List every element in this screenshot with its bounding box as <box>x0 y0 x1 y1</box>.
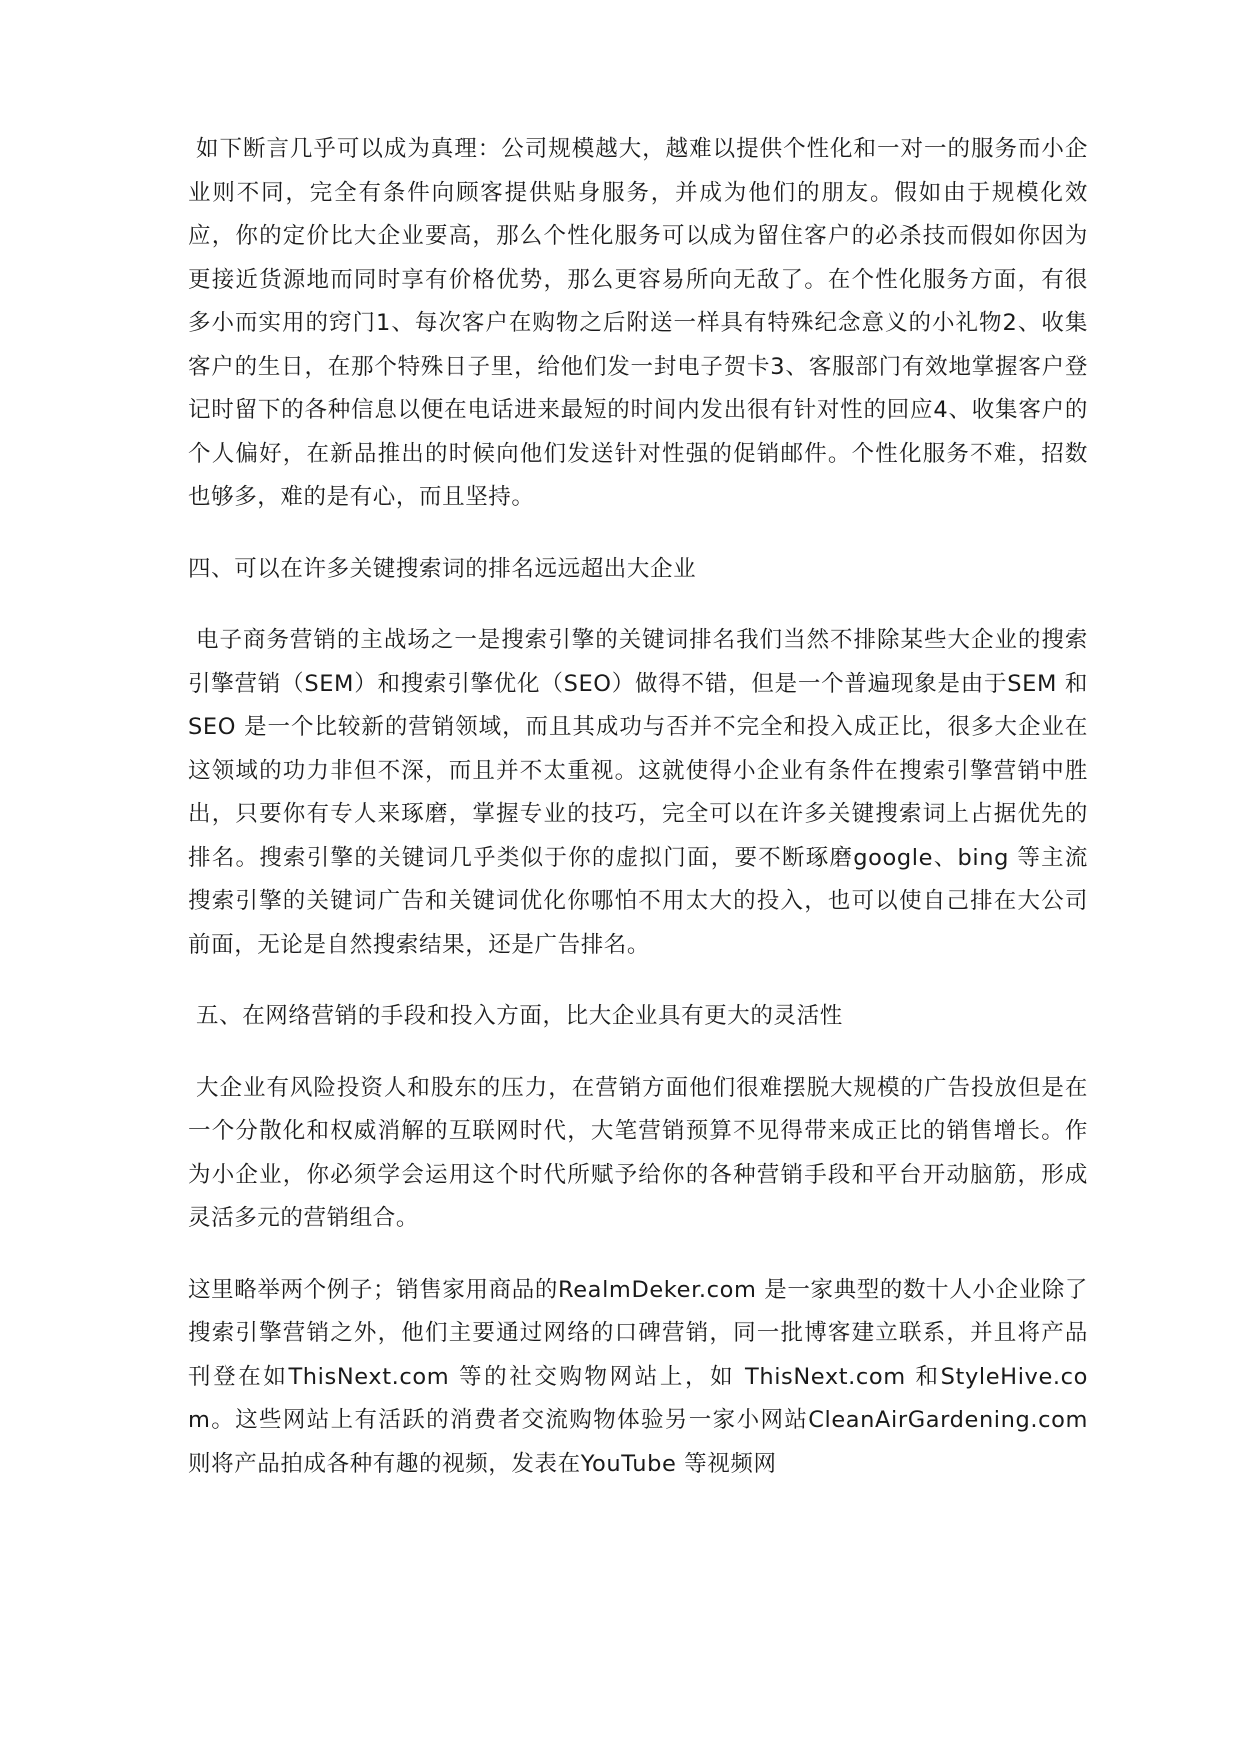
paragraph-gap <box>188 591 1088 619</box>
paragraph-examples: 这里略举两个例子；销售家用商品的RealmDeker.com 是一家典型的数十人小企业除了搜索引擎营销之外，他们主要通过网络的口碑营销，同一批博客建立联系，并且将产品刊登在如ThisNext.com 等的社交购物网站上，如 ThisNext.com 和StyleHive.com。这些网站上有活跃的消费者交流购物体验另一家小网站CleanAirGardening.com 则将产品拍成各种有趣的视频，发表在YouTube 等视频网 <box>188 1276 1088 1477</box>
paragraph-gap <box>188 520 1088 548</box>
section-heading-5: 五、在网络营销的手段和投入方面，比大企业具有更大的灵活性 <box>196 1003 843 1029</box>
paragraph-search-ranking: 电子商务营销的主战场之一是搜索引擎的关键词排名我们当然不排除某些大企业的搜索引擎营销（SEM）和搜索引擎优化（SEO）做得不错，但是一个普遍现象是由于SEM 和SEO 是一个比较新的营销领域，而且其成功与否并不完全和投入成正比，很多大企业在这领域的功力非但不深，而且并不太重视。这就使得小企业有条件在搜索引擎营销中胜出，只要你有专人来琢磨，掌握专业的技巧，完全可以在许多关键搜索词上占据优先的排名。搜索引擎的关键词几乎类似于你的虚拟门面，要不断琢磨google、bing 等主流搜索引擎的关键词广告和关键词优化你哪怕不用太大的投入，也可以使自己排在大公司前面，无论是自然搜索结果，还是广告排名。 <box>188 627 1088 958</box>
paragraph-gap <box>188 967 1088 995</box>
paragraph-gap <box>188 1039 1088 1067</box>
paragraph-personalized-service: 如下断言几乎可以成为真理：公司规模越大，越难以提供个性化和一对一的服务而小企业则不同，完全有条件向顾客提供贴身服务，并成为他们的朋友。假如由于规模化效应，你的定价比大企业要高，那么个性化服务可以成为留住客户的必杀技而假如你因为更接近货源地而同时享有价格优势，那么更容易所向无敌了。在个性化服务方面，有很多小而实用的窍门1、每次客户在购物之后附送一样具有特殊纪念意义的小礼物2、收集客户的生日，在那个特殊日子里，给他们发一封电子贺卡3、客服部门有效地掌握客户登记时留下的各种信息以便在电话进来最短的时间内发出很有针对性的回应4、收集客户的个人偏好，在新品推出的时候向他们发送针对性强的促销邮件。个性化服务不难，招数也够多，难的是有心，而且坚持。 <box>188 136 1088 510</box>
paragraph-flexibility: 大企业有风险投资人和股东的压力，在营销方面他们很难摆脱大规模的广告投放但是在一个分散化和权威消解的互联网时代，大笔营销预算不见得带来成正比的销售增长。作为小企业，你必须学会运用这个时代所赋予给你的各种营销手段和平台开动脑筋，形成灵活多元的营销组合。 <box>188 1074 1088 1231</box>
section-heading-4: 四、可以在许多关键搜索词的排名远远超出大企业 <box>188 555 697 582</box>
document-body <box>188 128 1088 1486</box>
paragraph-gap <box>188 1241 1088 1269</box>
